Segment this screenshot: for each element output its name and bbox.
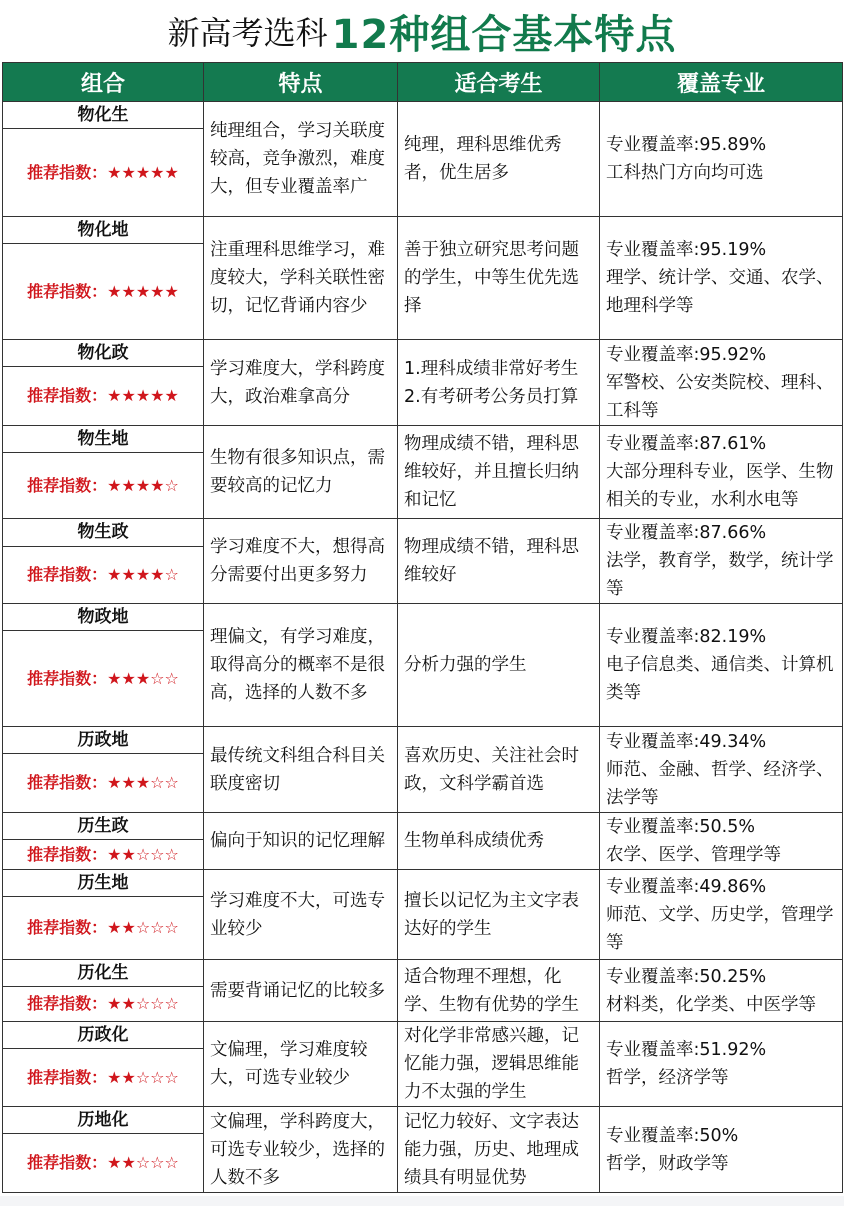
feature-cell: 偏向于知识的记忆理解 — [204, 813, 398, 870]
star-rating-icon: ★★★☆☆ — [107, 668, 179, 688]
coverage-cell — [600, 1107, 843, 1193]
recommend-label: 推荐指数： — [27, 1067, 108, 1087]
comparison-table — [2, 62, 843, 1193]
suitable-cell: 记忆力较好、文字表达能力强，历史、地理成绩具有明显优势 — [398, 1107, 600, 1193]
combo-name: 物政地 — [3, 604, 204, 631]
coverage-cell — [600, 1022, 843, 1107]
combo-name: 物化地 — [3, 217, 204, 244]
header-feature: 特点 — [204, 63, 398, 102]
coverage-cell — [600, 870, 843, 960]
feature-cell: 需要背诵记忆的比较多 — [204, 960, 398, 1022]
feature-cell: 学习难度大，学科跨度大，政治难拿高分 — [204, 340, 398, 426]
recommend-label: 推荐指数： — [27, 918, 108, 937]
star-rating-icon: ★★☆☆☆ — [107, 918, 179, 937]
star-rating-icon: ★★☆☆☆ — [107, 844, 179, 864]
coverage-rate: 专业覆盖率:49.86% — [606, 876, 767, 897]
majors-text: 法学，教育学，数学，统计学等 — [606, 551, 834, 599]
coverage-rate: 专业覆盖率:87.66% — [606, 523, 767, 543]
majors-text: 电子信息类、通信类、计算机类等 — [606, 655, 834, 703]
coverage-rate: 专业覆盖率:50.5% — [606, 817, 755, 837]
majors-text: 工科热门方向均可选 — [606, 163, 764, 183]
header-combo: 组合 — [3, 63, 204, 102]
coverage-rate: 专业覆盖率:95.19% — [606, 240, 767, 260]
suitable-cell: 纯理，理科思维优秀者，优生居多 — [398, 102, 600, 217]
majors-text: 大部分理科专业，医学、生物相关的专业，水利水电等 — [606, 462, 834, 510]
star-rating-icon: ★★☆☆☆ — [107, 1153, 179, 1172]
star-rating-icon: ★★★★★ — [107, 162, 179, 182]
suitable-cell: 善于独立研究思考问题的学生，中等生优先选择 — [398, 217, 600, 340]
combo-name: 历政地 — [3, 727, 204, 754]
table-row — [3, 519, 843, 547]
table-row — [3, 426, 843, 453]
majors-text: 农学、医学、管理学等 — [606, 845, 781, 865]
majors-text: 理学、统计学、交通、农学、地理科学等 — [606, 268, 834, 316]
table-row — [3, 1107, 843, 1134]
star-rating-icon: ★★★★☆ — [107, 475, 179, 495]
recommend-label: 推荐指数： — [27, 386, 108, 405]
coverage-cell — [600, 960, 843, 1022]
combo-name: 历地化 — [3, 1107, 204, 1134]
feature-cell: 生物有很多知识点，需要较高的记忆力 — [204, 426, 398, 519]
majors-text: 哲学，经济学等 — [606, 1068, 729, 1088]
page-title — [0, 0, 844, 62]
majors-text: 师范、金融、哲学、经济学、法学等 — [606, 759, 834, 808]
feature-cell: 学习难度不大，可选专业较少 — [204, 870, 398, 960]
recommend-label: 推荐指数： — [27, 281, 108, 301]
recommend-label: 推荐指数： — [27, 844, 108, 864]
coverage-cell — [600, 813, 843, 870]
recommend-index — [3, 244, 204, 340]
coverage-rate: 专业覆盖率:49.34% — [606, 731, 767, 752]
feature-cell: 纯理组合，学习关联度较高，竞争激烈，难度大，但专业覆盖率广 — [204, 102, 398, 217]
feature-cell: 文偏理，学习难度较大，可选专业较少 — [204, 1022, 398, 1107]
table-row — [3, 217, 843, 244]
majors-text: 师范、文学、历史学，管理学等 — [606, 904, 834, 953]
coverage-rate: 专业覆盖率:50% — [606, 1125, 739, 1146]
suitable-cell: 喜欢历史、关注社会时政，文科学霸首选 — [398, 727, 600, 813]
coverage-cell — [600, 519, 843, 604]
recommend-index — [3, 367, 204, 426]
star-rating-icon: ★★★☆☆ — [107, 773, 179, 792]
coverage-rate: 专业覆盖率:87.61% — [606, 434, 767, 454]
bottom-strip — [0, 1196, 844, 1206]
recommend-label: 推荐指数： — [27, 1153, 108, 1172]
suitable-cell: 擅长以记忆为主文字表达好的学生 — [398, 870, 600, 960]
combo-name: 物生地 — [3, 426, 204, 453]
feature-cell: 学习难度不大，想得高分需要付出更多努力 — [204, 519, 398, 604]
coverage-rate: 专业覆盖率:95.92% — [606, 344, 767, 365]
suitable-cell: 物理成绩不错，理科思维较好 — [398, 519, 600, 604]
combo-name: 物化政 — [3, 340, 204, 367]
table-row — [3, 1022, 843, 1049]
recommend-label: 推荐指数： — [27, 994, 108, 1013]
table-row — [3, 727, 843, 754]
recommend-index — [3, 453, 204, 519]
coverage-rate: 专业覆盖率:50.25% — [606, 966, 767, 987]
feature-cell: 最传统文科组合科目关联度密切 — [204, 727, 398, 813]
recommend-index — [3, 631, 204, 727]
star-rating-icon: ★★★★★ — [107, 386, 179, 405]
combo-name: 物生政 — [3, 519, 204, 547]
recommend-index — [3, 987, 204, 1022]
recommend-label: 推荐指数： — [27, 773, 108, 792]
coverage-rate: 专业覆盖率:51.92% — [606, 1040, 767, 1060]
feature-cell: 文偏理，学科跨度大，可选专业较少，选择的人数不多 — [204, 1107, 398, 1193]
table-body — [3, 102, 843, 1193]
header-suitable: 适合考生 — [398, 63, 600, 102]
coverage-rate: 专业覆盖率:95.89% — [606, 135, 767, 155]
table-row — [3, 102, 843, 129]
recommend-label: 推荐指数： — [27, 564, 108, 584]
suitable-cell: 生物单科成绩优秀 — [398, 813, 600, 870]
combo-name: 历政化 — [3, 1022, 204, 1049]
table-header-row — [3, 63, 843, 102]
suitable-cell: 物理成绩不错，理科思维较好，并且擅长归纳和记忆 — [398, 426, 600, 519]
table-row — [3, 813, 843, 840]
coverage-rate: 专业覆盖率:82.19% — [606, 627, 767, 647]
combo-name: 历生政 — [3, 813, 204, 840]
header-coverage: 覆盖专业 — [600, 63, 843, 102]
majors-text: 材料类，化学类、中医学等 — [606, 994, 816, 1015]
recommend-label: 推荐指数： — [27, 162, 108, 182]
recommend-index — [3, 129, 204, 217]
table-row — [3, 870, 843, 897]
table-row — [3, 960, 843, 987]
recommend-index — [3, 1134, 204, 1193]
combo-name: 历生地 — [3, 870, 204, 897]
recommend-index — [3, 754, 204, 813]
title-part2: 12种组合基本特点 — [331, 11, 677, 58]
feature-cell: 注重理科思维学习，难度较大，学科关联性密切，记忆背诵内容少 — [204, 217, 398, 340]
title-part1: 新高考选科 — [167, 14, 328, 52]
coverage-cell — [600, 217, 843, 340]
recommend-index — [3, 1049, 204, 1107]
recommend-index — [3, 897, 204, 960]
suitable-cell: 分析力强的学生 — [398, 604, 600, 727]
suitable-cell: 对化学非常感兴趣，记忆能力强，逻辑思维能力不太强的学生 — [398, 1022, 600, 1107]
star-rating-icon: ★★★★☆ — [107, 564, 179, 584]
table-row — [3, 340, 843, 367]
recommend-label: 推荐指数： — [27, 668, 108, 688]
majors-text: 军警校、公安类院校、理科、工科等 — [606, 372, 834, 421]
majors-text: 哲学，财政学等 — [606, 1153, 729, 1174]
coverage-cell — [600, 727, 843, 813]
combo-name: 历化生 — [3, 960, 204, 987]
coverage-cell — [600, 102, 843, 217]
combo-name: 物化生 — [3, 102, 204, 129]
star-rating-icon: ★★★★★ — [107, 281, 179, 301]
recommend-label: 推荐指数： — [27, 475, 108, 495]
star-rating-icon: ★★☆☆☆ — [107, 1067, 179, 1087]
recommend-index — [3, 840, 204, 870]
feature-cell: 理偏文，有学习难度，取得高分的概率不是很高，选择的人数不多 — [204, 604, 398, 727]
coverage-cell — [600, 604, 843, 727]
coverage-cell — [600, 340, 843, 426]
coverage-cell — [600, 426, 843, 519]
suitable-cell: 1.理科成绩非常好考生 2.有考研考公务员打算 — [398, 340, 600, 426]
suitable-cell: 适合物理不理想，化学、生物有优势的学生 — [398, 960, 600, 1022]
table-row — [3, 604, 843, 631]
star-rating-icon: ★★☆☆☆ — [107, 994, 179, 1013]
recommend-index — [3, 546, 204, 603]
